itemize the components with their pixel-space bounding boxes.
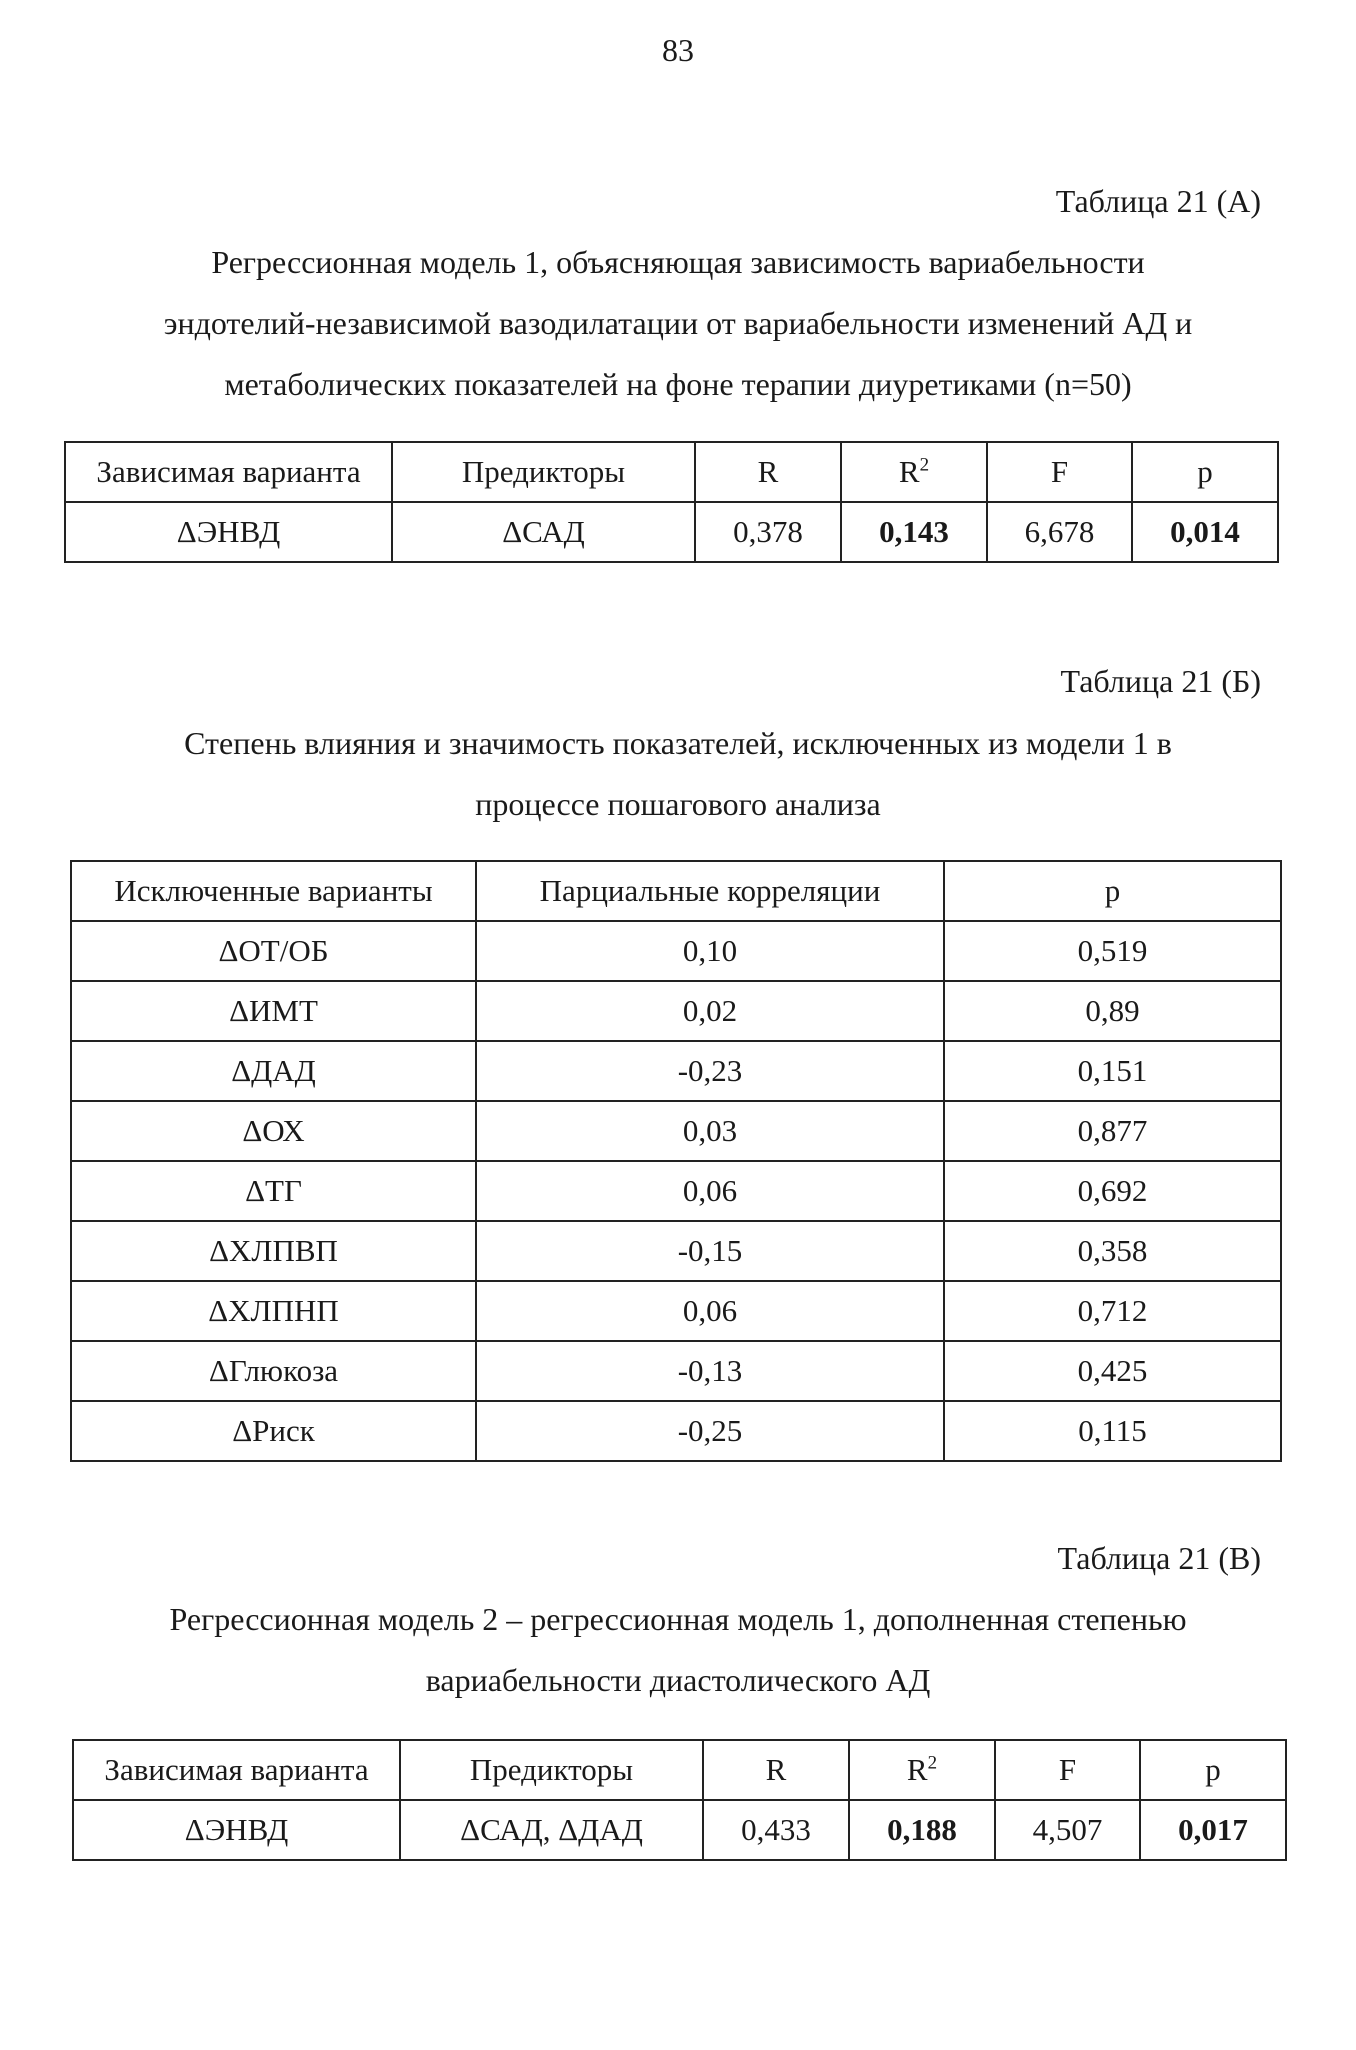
table-row xyxy=(71,1041,1281,1101)
table-header-row xyxy=(73,1740,1286,1800)
table-row xyxy=(71,981,1281,1041)
cell-name: ΔРиск xyxy=(71,1401,476,1461)
table-row xyxy=(71,1401,1281,1461)
header-predictors: Предикторы xyxy=(392,442,695,502)
r2-superscript: 2 xyxy=(919,454,930,476)
table-c-caption xyxy=(60,1589,1296,1711)
cell-p: 0,712 xyxy=(944,1281,1281,1341)
caption-line: Регрессионная модель 1, объясняющая зависимость вариабельности xyxy=(211,244,1145,280)
caption-line: метаболических показателей на фоне терапии диуретиками (n=50) xyxy=(224,366,1132,402)
cell-p: 0,115 xyxy=(944,1401,1281,1461)
table-b xyxy=(70,860,1282,1462)
caption-line: процессе пошагового анализа xyxy=(475,786,881,822)
table-a xyxy=(64,441,1279,563)
table-b-caption xyxy=(60,713,1296,835)
cell-name: ΔОХ xyxy=(71,1101,476,1161)
cell-partial: 0,03 xyxy=(476,1101,944,1161)
cell-p: 0,519 xyxy=(944,921,1281,981)
cell-predictors: ΔСАД, ΔДАД xyxy=(400,1800,703,1860)
cell-p: 0,017 xyxy=(1140,1800,1286,1860)
cell-p: 0,692 xyxy=(944,1161,1281,1221)
table-row xyxy=(71,921,1281,981)
cell-partial: 0,06 xyxy=(476,1281,944,1341)
table-row xyxy=(71,1161,1281,1221)
table-a-label: Таблица 21 (А) xyxy=(1055,183,1261,219)
cell-dependent: ΔЭНВД xyxy=(65,502,392,562)
r2-base: R xyxy=(906,1752,928,1787)
cell-r: 0,433 xyxy=(703,1800,849,1860)
table-row xyxy=(71,1101,1281,1161)
table-row xyxy=(65,502,1278,562)
table-b-label: Таблица 21 (Б) xyxy=(1060,663,1261,699)
caption-line: Степень влияния и значимость показателей, исключенных из модели 1 в xyxy=(184,725,1172,761)
cell-name: ΔТГ xyxy=(71,1161,476,1221)
cell-name: ΔОТ/ОБ xyxy=(71,921,476,981)
cell-partial: -0,25 xyxy=(476,1401,944,1461)
header-r: R xyxy=(703,1740,849,1800)
cell-partial: 0,10 xyxy=(476,921,944,981)
table-row xyxy=(71,1341,1281,1401)
header-predictors: Предикторы xyxy=(400,1740,703,1800)
cell-name: ΔИМТ xyxy=(71,981,476,1041)
cell-p: 0,358 xyxy=(944,1221,1281,1281)
cell-p: 0,014 xyxy=(1132,502,1278,562)
table-row xyxy=(73,1800,1286,1860)
table-c xyxy=(72,1739,1287,1861)
header-r2 xyxy=(849,1740,995,1800)
page-number: 83 xyxy=(662,32,694,68)
cell-name: ΔХЛПНП xyxy=(71,1281,476,1341)
caption-line: эндотелий-независимой вазодилатации от вариабельности изменений АД и xyxy=(163,305,1193,341)
header-p: p xyxy=(1140,1740,1286,1800)
header-r: R xyxy=(695,442,841,502)
cell-p: 0,89 xyxy=(944,981,1281,1041)
header-dependent: Зависимая варианта xyxy=(65,442,392,502)
cell-partial: 0,06 xyxy=(476,1161,944,1221)
cell-r2: 0,143 xyxy=(841,502,987,562)
caption-line: Регрессионная модель 2 – регрессионная модель 1, дополненная степенью xyxy=(169,1601,1187,1637)
cell-dependent: ΔЭНВД xyxy=(73,1800,400,1860)
table-a-caption xyxy=(60,232,1296,415)
cell-name: ΔГлюкоза xyxy=(71,1341,476,1401)
table-header-row xyxy=(71,861,1281,921)
cell-partial: 0,02 xyxy=(476,981,944,1041)
cell-partial: -0,15 xyxy=(476,1221,944,1281)
cell-name: ΔДАД xyxy=(71,1041,476,1101)
header-p: p xyxy=(944,861,1281,921)
cell-p: 0,425 xyxy=(944,1341,1281,1401)
cell-predictors: ΔСАД xyxy=(392,502,695,562)
r2-superscript: 2 xyxy=(927,1752,938,1774)
header-r2 xyxy=(841,442,987,502)
cell-p: 0,151 xyxy=(944,1041,1281,1101)
cell-name: ΔХЛПВП xyxy=(71,1221,476,1281)
table-c-label: Таблица 21 (В) xyxy=(1057,1540,1261,1576)
cell-f: 6,678 xyxy=(987,502,1132,562)
header-excluded: Исключенные варианты xyxy=(71,861,476,921)
table-row xyxy=(71,1281,1281,1341)
cell-p: 0,877 xyxy=(944,1101,1281,1161)
cell-f: 4,507 xyxy=(995,1800,1140,1860)
header-f: F xyxy=(995,1740,1140,1800)
table-header-row xyxy=(65,442,1278,502)
cell-partial: -0,23 xyxy=(476,1041,944,1101)
cell-r: 0,378 xyxy=(695,502,841,562)
header-f: F xyxy=(987,442,1132,502)
caption-line: вариабельности диастолического АД xyxy=(425,1662,931,1698)
r2-base: R xyxy=(898,454,920,489)
header-dependent: Зависимая варианта xyxy=(73,1740,400,1800)
cell-r2: 0,188 xyxy=(849,1800,995,1860)
header-p: p xyxy=(1132,442,1278,502)
header-partial-correlations: Парциальные корреляции xyxy=(476,861,944,921)
cell-partial: -0,13 xyxy=(476,1341,944,1401)
table-row xyxy=(71,1221,1281,1281)
